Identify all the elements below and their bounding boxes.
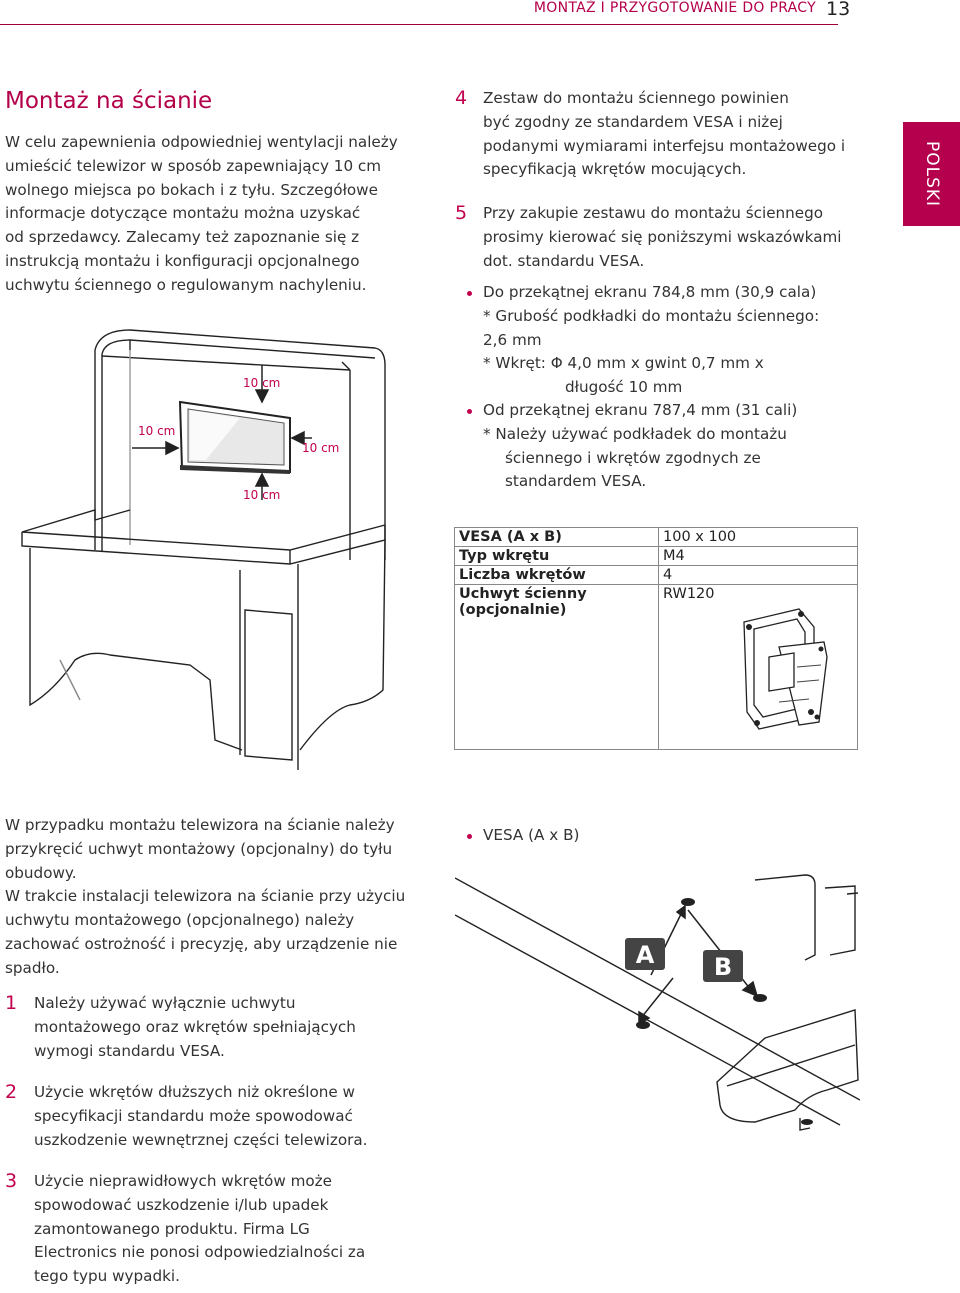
bullet-dot: [467, 291, 472, 296]
note-line: specyfikacji standardu może spowodować: [34, 1106, 353, 1125]
clearance-bottom-label: 10 cm: [243, 488, 281, 502]
bullet-line: * Wkręt: Φ 4,0 mm x gwint 0,7 mm x: [483, 354, 764, 373]
table-key: Typ wkrętu: [455, 547, 659, 566]
bullet-30in: [483, 281, 819, 400]
vesa-spec-table: [454, 527, 858, 750]
note-line: Użycie nieprawidłowych wkrętów może: [34, 1172, 333, 1190]
step-5-text: [483, 202, 842, 273]
note-line: montażowego oraz wkrętów spełniających: [34, 1017, 356, 1036]
step-line: prosimy kierować się poniższymi wskazówkami: [483, 227, 842, 246]
table-key: VESA (A x B): [455, 528, 659, 547]
clearance-left-label: 10 cm: [138, 424, 176, 438]
table-row: [455, 585, 858, 750]
clearance-right-label: 10 cm: [302, 441, 340, 455]
table-value-bracket: [659, 585, 858, 750]
note-line: zamontowanego produktu. Firma LG: [34, 1219, 310, 1238]
mounting-line: W trakcie instalacji telewizora na ścianie przy użyciu: [5, 887, 406, 906]
intro-line: uchwytu ściennego o regulowanym nachyleniu.: [5, 275, 367, 294]
step-line: Zestaw do montażu ściennego powinien: [483, 89, 789, 107]
intro-line: informacje dotyczące montażu można uzyskać: [5, 204, 361, 223]
bullet-line: * Grubość podkładki do montażu ściennego:: [483, 306, 820, 325]
intro-line: instrukcją montażu i konfiguracji opcjonalnego: [5, 251, 360, 270]
table-key-line: (opcjonalnie): [459, 602, 567, 618]
language-tab: [903, 122, 960, 226]
clearance-top-label: 10 cm: [243, 376, 281, 390]
table-key-line: Uchwyt ścienny: [459, 586, 587, 602]
note-line: tego typu wypadki.: [34, 1267, 180, 1286]
table-value: RW120: [663, 586, 715, 602]
intro-line: wolnego miejsca po bokach i z tyłu. Szczegółowe: [5, 180, 378, 199]
step-number: 5: [455, 202, 468, 224]
mounting-line: spadło.: [5, 958, 60, 977]
bullet-line: długość 10 mm: [565, 378, 683, 397]
dimension-b-label: B: [713, 953, 733, 981]
note-1: [34, 992, 356, 1063]
table-key: [455, 585, 659, 750]
dimension-a-label: A: [635, 941, 655, 969]
intro-line: umieścić telewizor w sposób zapewniający 10 cm: [5, 156, 382, 175]
note-number: 1: [5, 992, 18, 1014]
bullet-line: 2,6 mm: [483, 330, 542, 349]
page-number: 13: [826, 0, 851, 20]
table-row: [455, 528, 858, 547]
wall-clearance-diagram: [0, 310, 450, 770]
header-rule: [0, 24, 838, 25]
mounting-line: W przypadku montażu telewizora na ścianie należy: [5, 816, 395, 834]
vesa-label: VESA (A x B): [483, 826, 580, 844]
section-title: Montaż na ścianie: [5, 88, 213, 114]
mounting-paragraph: [5, 814, 405, 981]
note-line: uszkodzenie wewnętrznej części telewizora.: [34, 1130, 368, 1149]
step-line: Przy zakupie zestawu do montażu ściennego: [483, 204, 824, 222]
bullet-line: * Należy używać podkładek do montażu: [483, 424, 787, 443]
mounting-line: obudowy.: [5, 863, 77, 882]
vesa-back-diagram: [455, 860, 860, 1140]
table-row: [455, 566, 858, 585]
mounting-line: zachować ostrożność i precyzję, aby urządzenie nie: [5, 934, 398, 953]
wall-bracket-image: [739, 607, 839, 732]
mounting-line: uchwytu montażowego (opcjonalnego) należy: [5, 911, 355, 930]
table-value: M4: [659, 547, 858, 566]
note-line: Electronics nie ponosi odpowiedzialności za: [34, 1243, 366, 1262]
language-tab-label: POLSKI: [921, 140, 942, 208]
table-row: [455, 547, 858, 566]
note-3: [34, 1170, 365, 1289]
note-2: [34, 1081, 368, 1152]
step-line: dot. standardu VESA.: [483, 251, 645, 270]
step-4-text: [483, 87, 845, 182]
table-value: 100 x 100: [659, 528, 858, 547]
note-line: spowodować uszkodzenie i/lub upadek: [34, 1195, 329, 1214]
mounting-line: przykręcić uchwyt montażowy (opcjonalny) do tyłu: [5, 839, 393, 858]
intro-line: W celu zapewnienia odpowiedniej wentylacji należy: [5, 133, 398, 151]
note-line: Należy używać wyłącznie uchwytu: [34, 994, 296, 1012]
note-line: Użycie wkrętów dłuższych niż określone w: [34, 1083, 355, 1101]
bullet-31in: [483, 399, 797, 494]
step-line: specyfikacją wkrętów mocujących.: [483, 160, 747, 179]
note-number: 2: [5, 1081, 18, 1103]
table-key: Liczba wkrętów: [455, 566, 659, 585]
table-value: 4: [659, 566, 858, 585]
bullet-head: Do przekątnej ekranu 784,8 mm (30,9 cala): [483, 283, 817, 301]
step-line: być zgodny ze standardem VESA i niżej: [483, 112, 783, 131]
intro-line: od sprzedawcy. Zalecamy też zapoznanie się z: [5, 228, 360, 247]
intro-paragraph: [5, 131, 398, 298]
bullet-head: Od przekątnej ekranu 787,4 mm (31 cali): [483, 401, 798, 419]
step-line: podanymi wymiarami interfejsu montażowego i: [483, 136, 846, 155]
header-section-title: MONTAŻ I PRZYGOTOWANIE DO PRACY: [533, 0, 816, 16]
bullet-dot: [467, 834, 472, 839]
bullet-dot: [467, 409, 472, 414]
bullet-line: ściennego i wkrętów zgodnych ze: [505, 448, 761, 467]
step-number: 4: [455, 87, 468, 109]
note-number: 3: [5, 1170, 18, 1192]
bullet-line: standardem VESA.: [505, 472, 647, 491]
note-line: wymogi standardu VESA.: [34, 1041, 225, 1060]
